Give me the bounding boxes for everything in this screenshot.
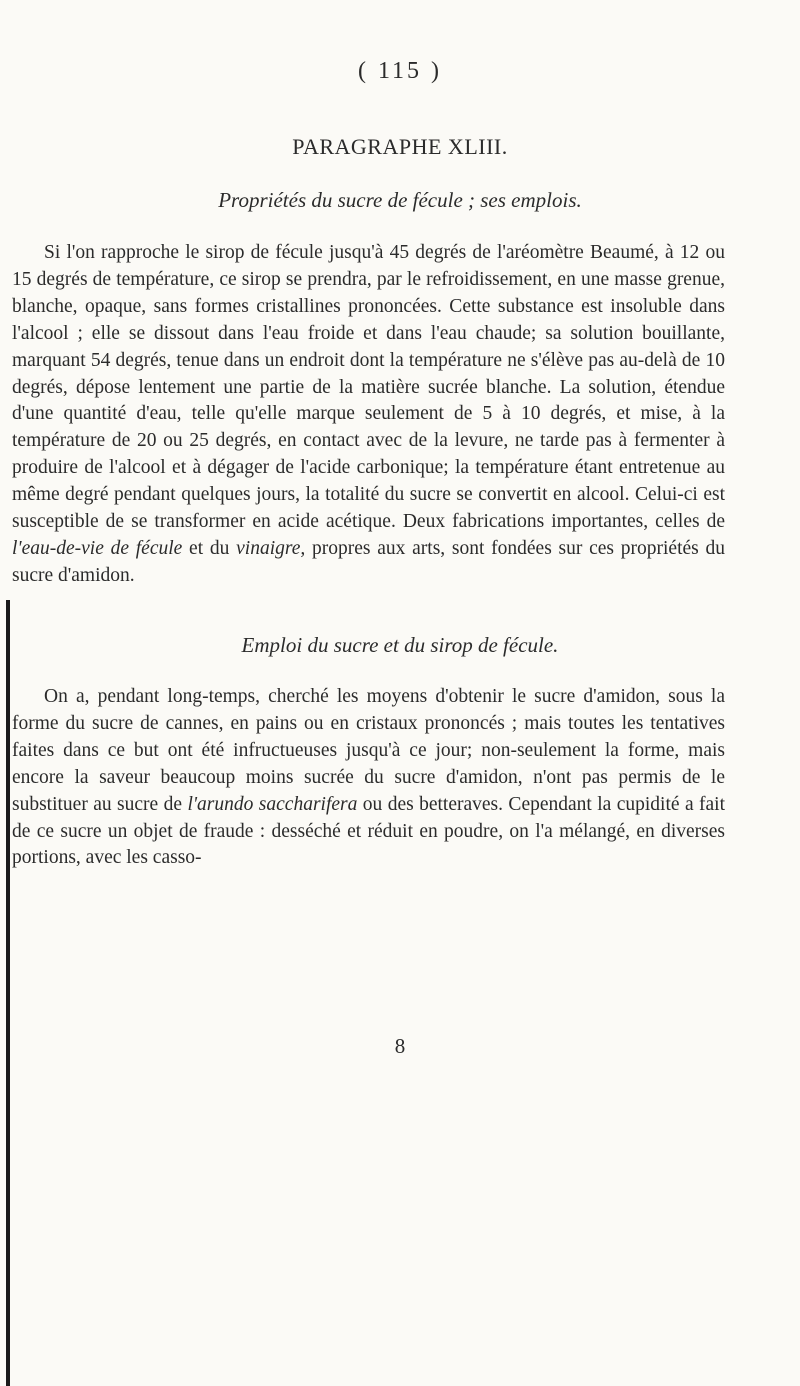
italic-term: l'arundo saccharifera bbox=[187, 793, 358, 815]
printer-signature-mark: 8 bbox=[394, 1034, 406, 1058]
section-subtitle: Propriétés du sucre de fécule ; ses emplois. bbox=[218, 188, 582, 212]
paragraph-text: propres aux arts, sont fondées sur ces propriétés du sucre d'amidon. bbox=[12, 537, 725, 586]
section-subtitle-uses: Emploi du sucre et du sirop de fécule. bbox=[241, 633, 559, 657]
page-number: ( 115 ) bbox=[357, 58, 443, 84]
paragraph-text: Si l'on rapproche le sirop de fécule jusqu'à 45 degrés de l'aréomètre Beaumé, à 12 ou 15 degrés de température, ce sirop se prendra, par le refroidissement, en une masse grenue, blanche, opaque, sans formes cristallines prononcées. Cette substance est insoluble dans l'alcool ; elle se dissout dans l'eau froide et dans l'eau chaude; sa solution bouillante, marquant 54 degrés, tenue dans un endroit dont la température ne s'élève pas au-delà de 10 degrés, dépose lentement une partie de la matière sucrée blanche. La solution, étendue d'une quantité d'eau, telle qu'elle marque seulement de 5 à 10 degrés, et mise, à la température de 20 ou 25 degrés, en contact avec de la levure, ne tarde pas à fermenter à produire de l'alcool et à dégager de l'acide carbonique; la température étant entretenue au même degré pendant quelques jours, la totalité du sucre se convertit en alcool. Celui-ci est susceptible de se transformer en acide acétique. Deux fabrications importantes, celles de bbox=[12, 242, 725, 533]
section-heading: PARAGRAPHE XLIII. bbox=[292, 134, 508, 159]
italic-term: l'eau-de-vie de fécule bbox=[12, 537, 183, 559]
paragraph-text: et du bbox=[182, 537, 237, 559]
page-binding-edge bbox=[6, 600, 10, 1386]
paragraph-uses bbox=[12, 684, 725, 872]
paragraph-text: On a, pendant long-temps, cherché les moyens d'obtenir le sucre d'amidon, sous la forme du sucre de cannes, en pains ou en cristaux prononcés ; mais toutes les tentatives faites dans ce but ont été infructueuses jusqu'à ce jour; non-seulement la forme, mais encore la saveur beaucoup moins sucrée du sucre d'amidon, n'ont pas permis de le substituer au sucre de bbox=[12, 686, 725, 815]
italic-term: vinaigre, bbox=[236, 537, 306, 559]
paragraph-text: ou des betteraves. Cependant la cupidité a fait de ce sucre un objet de fraude : desséché et réduit en poudre, on l'a mélangé, en diverses portions, avec les casso- bbox=[12, 793, 726, 869]
paragraph-properties bbox=[12, 240, 725, 590]
